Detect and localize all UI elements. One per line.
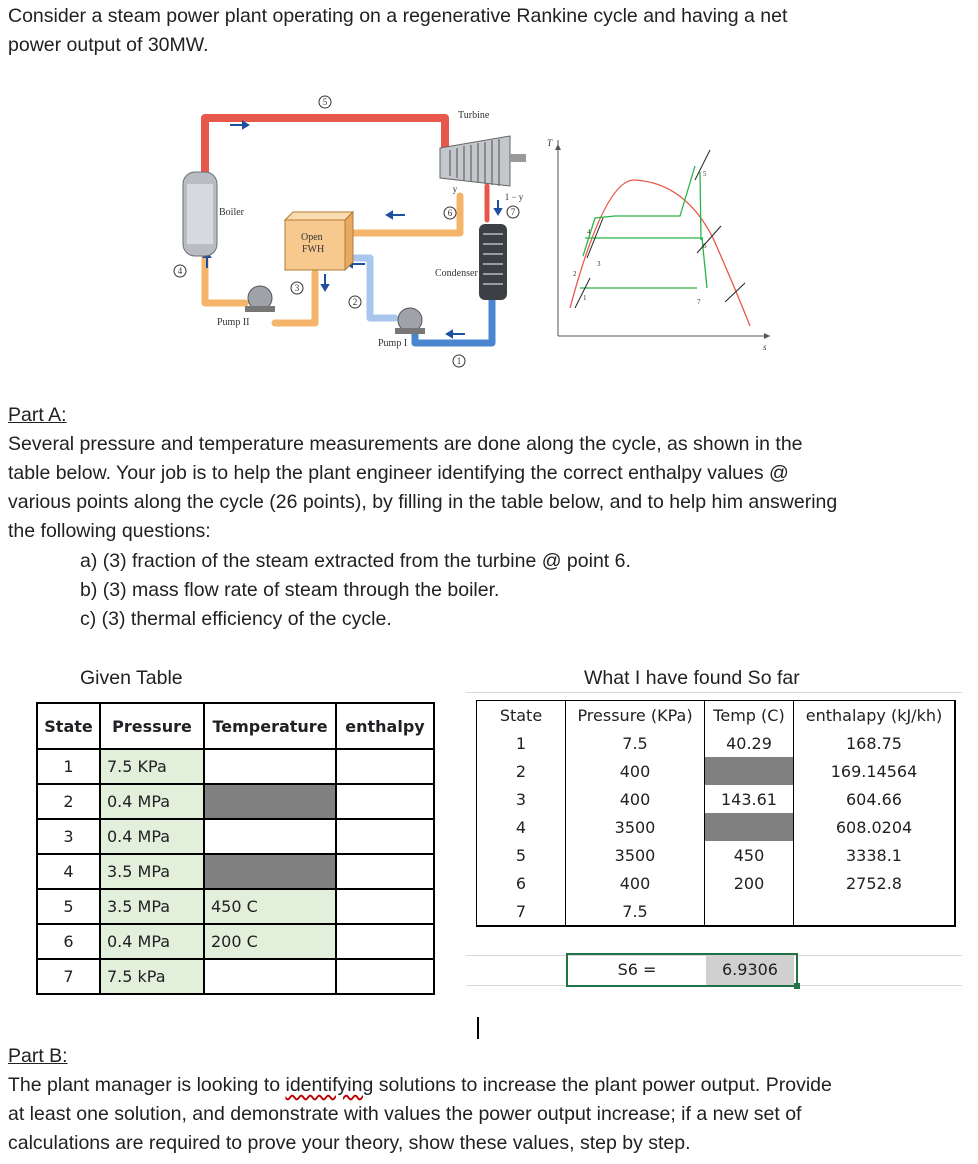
temperature-cell [204,854,336,889]
pressure-cell[interactable]: 7.5 [566,897,705,926]
state-cell: 2 [37,784,100,819]
state-cell: 4 [37,854,100,889]
s6-value[interactable]: 6.9306 [706,955,794,985]
pressure-cell[interactable]: 400 [566,785,705,813]
spelling-error-word[interactable]: identifying [285,1074,374,1096]
state-cell[interactable]: 1 [477,729,566,757]
temp-cell[interactable] [705,897,794,926]
fwh-label-1: Open [301,232,323,243]
part-b-line-1-post: solutions to increase the plant power output. Provide [373,1074,832,1096]
pipe-pump2-to-boiler [205,248,245,303]
enthalpy-cell[interactable]: 604.66 [794,785,956,813]
table-row [477,869,956,897]
enthalpy-cell [336,819,434,854]
pipe-fwh-to-pump2 [275,273,315,323]
pressure-cell: 7.5 kPa [100,959,204,994]
text-cursor [477,1017,479,1039]
state-cell[interactable]: 7 [477,897,566,926]
temp-cell[interactable]: 40.29 [705,729,794,757]
flow-arrow [230,122,248,128]
ts-point-4: 4 [587,228,591,236]
state-cell: 7 [37,959,100,994]
table-row [477,813,956,841]
pressure-cell[interactable]: 400 [566,757,705,785]
turbine [440,136,526,186]
table-row [37,889,434,924]
temp-cell[interactable]: 450 [705,841,794,869]
given-table [36,702,435,995]
question-a: a) (3) fraction of the steam extracted from the turbine @ point 6. [80,550,631,572]
part-a-line-3: various points along the cycle (26 points), by filling in the table below, and to help him answering [8,491,838,513]
ts-point-2: 2 [573,270,577,278]
found-header-state: State [477,701,566,730]
enthalpy-cell[interactable]: 2752.8 [794,869,956,897]
state-3-label: 3 [294,283,300,293]
pump-2 [245,286,275,312]
pressure-cell: 0.4 MPa [100,819,204,854]
state-cell[interactable]: 4 [477,813,566,841]
given-table-caption: Given Table [80,667,183,689]
enthalpy-cell[interactable]: 3338.1 [794,841,956,869]
given-header-state: State [37,703,100,749]
pressure-cell[interactable]: 3500 [566,813,705,841]
state-cell[interactable]: 2 [477,757,566,785]
pipe-boiler-to-turbine [205,118,445,176]
state-cell: 5 [37,889,100,924]
state-cell: 6 [37,924,100,959]
temperature-cell [204,819,336,854]
state-2-label: 2 [352,297,358,307]
ts-point-1: 1 [583,294,587,302]
ts-s-label: s [763,342,767,352]
given-header-pressure: Pressure [100,703,204,749]
boiler [183,172,217,256]
one-minus-y-label: 1 − y [504,192,524,202]
rankine-cycle-figure [165,88,785,378]
condenser [479,224,507,300]
table-row [477,729,956,757]
table-row [37,924,434,959]
state-7-label: 7 [510,207,516,217]
intro-line-2: power output of 30MW. [8,34,209,56]
pressure-cell[interactable]: 3500 [566,841,705,869]
found-table-caption: What I have found So far [584,667,800,689]
table-row [477,757,956,785]
temperature-cell [204,749,336,784]
enthalpy-cell [336,959,434,994]
table-row [37,784,434,819]
flow-arrow [447,331,465,337]
state-cell[interactable]: 6 [477,869,566,897]
enthalpy-cell [336,749,434,784]
ts-T-label: T [547,138,553,148]
question-c: c) (3) thermal efficiency of the cycle. [80,608,392,630]
pipe-condenser-to-pump1 [415,298,492,343]
pump-1-label: Pump I [378,338,408,349]
intro-line-1: Consider a steam power plant operating on a regenerative Rankine cycle and having a net [8,5,788,27]
table-row [477,841,956,869]
enthalpy-cell [336,854,434,889]
enthalpy-cell[interactable]: 168.75 [794,729,956,757]
part-a-line-2: table below. Your job is to help the plant engineer identifying the correct enthalpy values @ [8,462,789,484]
found-header-row [477,701,956,730]
pressure-cell: 3.5 MPa [100,854,204,889]
table-row [37,959,434,994]
temperature-cell: 200 C [204,924,336,959]
enthalpy-cell [336,889,434,924]
part-b-line-2: at least one solution, and demonstrate with values the power output increase; if a new set of [8,1103,802,1125]
given-header-temperature: Temperature [204,703,336,749]
given-header-row [37,703,434,749]
ts-diagram [547,138,770,352]
pump-1 [395,308,425,334]
enthalpy-cell [336,924,434,959]
flow-arrow [495,200,501,214]
pressure-cell[interactable]: 400 [566,869,705,897]
state-cell: 1 [37,749,100,784]
pipe-pump1-to-fwh [350,258,395,318]
part-a-line-4: the following questions: [8,520,211,542]
part-b-line-1-pre: The plant manager is looking to [8,1074,286,1096]
condenser-label: Condenser [435,268,478,279]
part-b-title: Part B: [8,1045,68,1067]
state-1-label: 1 [456,356,462,366]
found-header-temp: Temp (C) [705,701,794,730]
pressure-cell: 0.4 MPa [100,784,204,819]
temp-cell[interactable]: 200 [705,869,794,897]
state-6-label: 6 [447,208,453,218]
question-b: b) (3) mass flow rate of steam through the boiler. [80,579,500,601]
state-4-label: 4 [177,266,183,276]
pressure-cell: 7.5 KPa [100,749,204,784]
part-b-line-1 [8,1071,832,1100]
boiler-label: Boiler [219,207,244,218]
temp-cell[interactable] [705,813,794,841]
state-cell[interactable]: 3 [477,785,566,813]
sheet-gridline [466,692,962,693]
flow-arrow [322,274,328,290]
pressure-cell: 0.4 MPa [100,924,204,959]
temperature-cell [204,959,336,994]
fill-handle[interactable] [794,983,800,989]
pump-2-label: Pump II [217,317,250,328]
table-row [477,897,956,926]
enthalpy-cell[interactable]: 169.14564 [794,757,956,785]
pressure-cell: 3.5 MPa [100,889,204,924]
temp-cell[interactable]: 143.61 [705,785,794,813]
ts-point-7: 7 [697,298,701,306]
table-row [37,749,434,784]
part-a-title: Part A: [8,404,67,426]
state-cell: 3 [37,819,100,854]
fwh-label-2: FWH [302,244,325,255]
found-table [476,700,956,927]
enthalpy-cell[interactable] [794,897,956,926]
part-a-line-1: Several pressure and temperature measurements are done along the cycle, as shown in the [8,433,803,455]
temp-cell[interactable] [705,757,794,785]
state-5-label: 5 [322,97,328,107]
pressure-cell[interactable]: 7.5 [566,729,705,757]
found-header-pressure: Pressure (KPa) [566,701,705,730]
enthalpy-cell[interactable]: 608.0204 [794,813,956,841]
ts-point-3: 3 [597,260,601,268]
part-b-line-3: calculations are required to prove your theory, show these values, step by step. [8,1132,691,1154]
ts-point-5: 5 [703,170,707,178]
state-cell[interactable]: 5 [477,841,566,869]
turbine-label: Turbine [458,110,490,121]
saturation-dome [570,180,750,326]
ts-point-6: 6 [703,242,707,250]
table-row [37,819,434,854]
found-header-enthalpy: enthalapy (kJ/kh) [794,701,956,730]
temperature-cell [204,784,336,819]
table-row [37,854,434,889]
table-row [477,785,956,813]
y-label: y [452,184,458,194]
enthalpy-cell [336,784,434,819]
given-header-enthalpy: enthalpy [336,703,434,749]
s6-label[interactable]: S6 = [617,960,657,979]
temperature-cell: 450 C [204,889,336,924]
s6-cell-selection[interactable] [566,953,798,987]
flow-arrow [387,212,405,218]
